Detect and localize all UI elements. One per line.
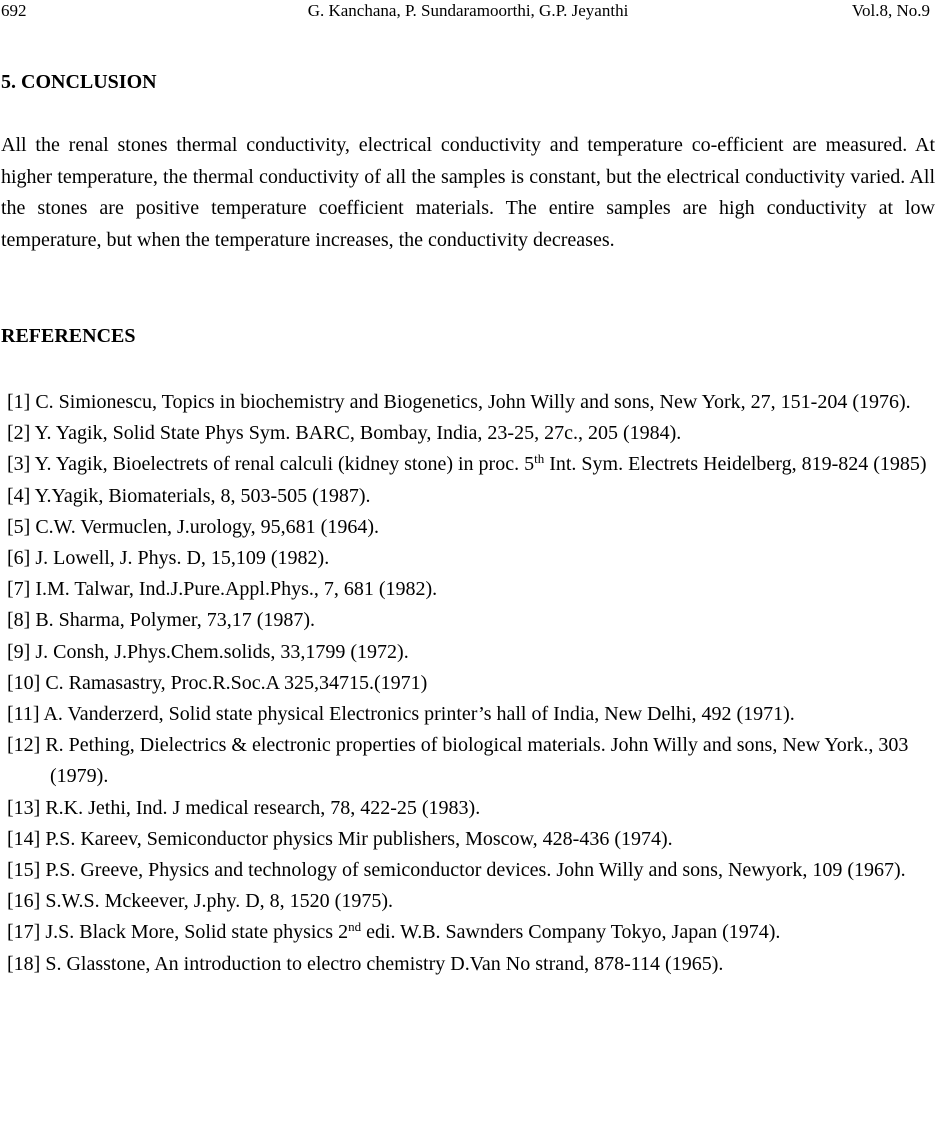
reference-item xyxy=(7,449,932,480)
conclusion-paragraph: All the renal stones thermal conductivity, electrical conductivity and temperature co-efficient are measured. At higher temperature, the thermal conductivity of all the samples is constant, but the electrical conductivity varied. All the stones are positive temperature coefficient materials. The entire samples are high conductivity at low temperature, but when the temperature increases, the conductivity decreases. xyxy=(1,134,935,251)
reference-item: [15] P.S. Greeve, Physics and technology of semiconductor devices. John Willy and sons, Newyork, 109 (1967). xyxy=(7,859,906,882)
reference-text: [17] J.S. Black More, Solid state physics 2 xyxy=(7,921,349,944)
reference-text: edi. W.B. Sawnders Company Tokyo, Japan (1974). xyxy=(361,921,781,944)
reference-item: [8] B. Sharma, Polymer, 73,17 (1987). xyxy=(7,609,316,632)
reference-item: [16] S.W.S. Mckeever, J.phy. D, 8, 1520 (1975). xyxy=(7,890,394,913)
running-header-authors: G. Kanchana, P. Sundaramoorthi, G.P. Jeyanthi xyxy=(307,1,629,20)
reference-superscript: nd xyxy=(348,919,362,935)
reference-item: [6] J. Lowell, J. Phys. D, 15,109 (1982). xyxy=(7,547,330,570)
reference-item: [10] C. Ramasastry, Proc.R.Soc.A 325,34715.(1971) xyxy=(7,671,428,694)
journal-volume: Vol.8, No.9 xyxy=(851,1,930,20)
reference-item: [7] I.M. Talwar, Ind.J.Pure.Appl.Phys., 7, 681 (1982). xyxy=(7,578,438,601)
reference-item: [14] P.S. Kareev, Semiconductor physics Mir publishers, Moscow, 428-436 (1974). xyxy=(7,827,673,850)
reference-item: [1] C. Simionescu, Topics in biochemistry and Biogenetics, John Willy and sons, New York, 27, 151-204 (1976). xyxy=(7,391,911,413)
references-heading: REFERENCES xyxy=(1,325,136,347)
conclusion-heading: 5. CONCLUSION xyxy=(1,71,157,93)
reference-item xyxy=(7,917,932,948)
reference-item: [9] J. Consh, J.Phys.Chem.solids, 33,1799 (1972). xyxy=(7,640,409,663)
reference-item: [11] A. Vanderzerd, Solid state physical Electronics printer’s hall of India, New Delhi, 492 (1971). xyxy=(7,703,795,726)
reference-item: [5] C.W. Vermuclen, J.urology, 95,681 (1964). xyxy=(7,515,379,538)
running-header xyxy=(0,0,936,24)
reference-item: [2] Y. Yagik, Solid State Phys Sym. BARC, Bombay, India, 23-25, 27c., 205 (1984). xyxy=(7,422,682,445)
reference-text: [3] Y. Yagik, Bioelectrets of renal calculi (kidney stone) in proc. 5 xyxy=(7,453,535,476)
reference-item: [13] R.K. Jethi, Ind. J medical research, 78, 422-25 (1983). xyxy=(7,796,481,819)
reference-list xyxy=(7,387,932,980)
reference-item: [4] Y.Yagik, Biomaterials, 8, 503-505 (1987). xyxy=(7,484,371,507)
reference-item: [18] S. Glasstone, An introduction to electro chemistry D.Van No strand, 878-114 (1965). xyxy=(7,952,724,975)
reference-item: [12] R. Pething, Dielectrics & electronic properties of biological materials. John Willy and sons, New York., 303 (1979). xyxy=(7,734,909,788)
reference-text: Int. Sym. Electrets Heidelberg, 819-824 (1985) xyxy=(544,453,927,476)
page-number: 692 xyxy=(1,1,27,20)
reference-superscript: th xyxy=(534,451,545,467)
